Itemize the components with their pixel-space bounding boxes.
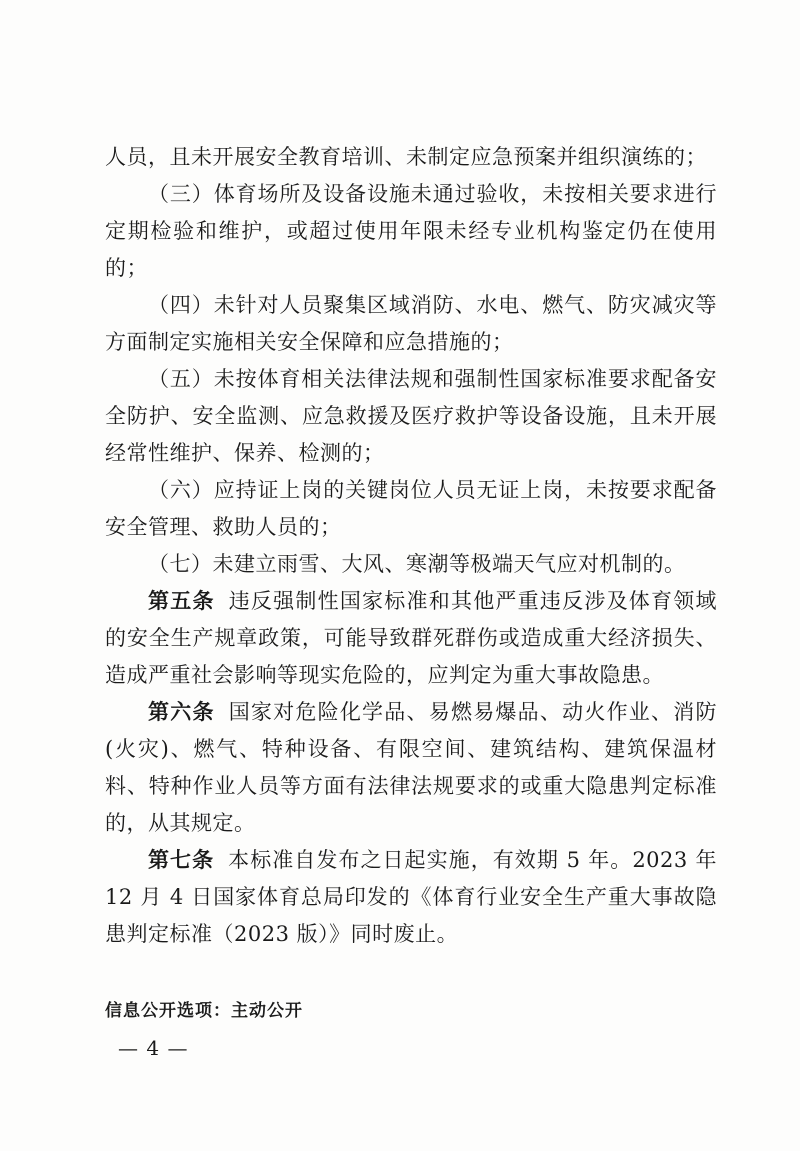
article-5 — [105, 583, 717, 694]
paragraph-text: （五）未按体育相关法律法规和强制性国家标准要求配备安全防护、安全监测、应急救援及医疗救护等设备设施，且未开展经常性维护、保养、检测的； — [105, 367, 717, 465]
article-text: 本标准自发布之日起实施，有效期 5 年。2023 年 12 月 4 日国家体育总局印发的《体育行业安全生产重大事故隐患判定标准（2023 版）》同时废止。 — [105, 848, 717, 946]
article-heading: 第五条 — [148, 589, 215, 613]
paragraph-item-4 — [105, 287, 717, 361]
article-text: 违反强制性国家标准和其他严重违反涉及体育领域的安全生产规章政策，可能导致群死群伤或造成重大经济损失、造成严重社会影响等现实危险的，应判定为重大事故隐患。 — [105, 589, 717, 687]
paragraph-continuation — [105, 139, 717, 176]
article-heading: 第七条 — [148, 848, 215, 872]
article-text: 国家对危险化学品、易燃易爆品、动火作业、消防(火灾)、燃气、特种设备、有限空间、建筑结构、建筑保温材料、特种作业人员等方面有法律法规要求的或重大隐患判定标准的，从其规定。 — [105, 700, 717, 835]
paragraph-item-7 — [105, 546, 717, 583]
document-body — [105, 139, 717, 953]
paragraph-item-3 — [105, 176, 717, 287]
paragraph-item-6 — [105, 472, 717, 546]
article-6 — [105, 694, 717, 842]
page-number: — 4 — — [118, 1036, 189, 1060]
paragraph-text: （三）体育场所及设备设施未通过验收，未按相关要求进行定期检验和维护，或超过使用年限未经专业机构鉴定仍在使用的； — [105, 182, 717, 280]
paragraph-text: 人员，且未开展安全教育培训、未制定应急预案并组织演练的； — [105, 145, 707, 169]
paragraph-text: （七）未建立雨雪、大风、寒潮等极端天气应对机制的。 — [148, 552, 686, 576]
paragraph-item-5 — [105, 361, 717, 472]
paragraph-text: （四）未针对人员聚集区域消防、水电、燃气、防灾减灾等方面制定实施相关安全保障和应急措施的； — [105, 293, 717, 354]
paragraph-text: （六）应持证上岗的关键岗位人员无证上岗，未按要求配备安全管理、救助人员的； — [105, 478, 717, 539]
article-heading: 第六条 — [148, 700, 215, 724]
article-7 — [105, 842, 717, 953]
disclosure-option: 信息公开选项：主动公开 — [105, 1001, 303, 1021]
